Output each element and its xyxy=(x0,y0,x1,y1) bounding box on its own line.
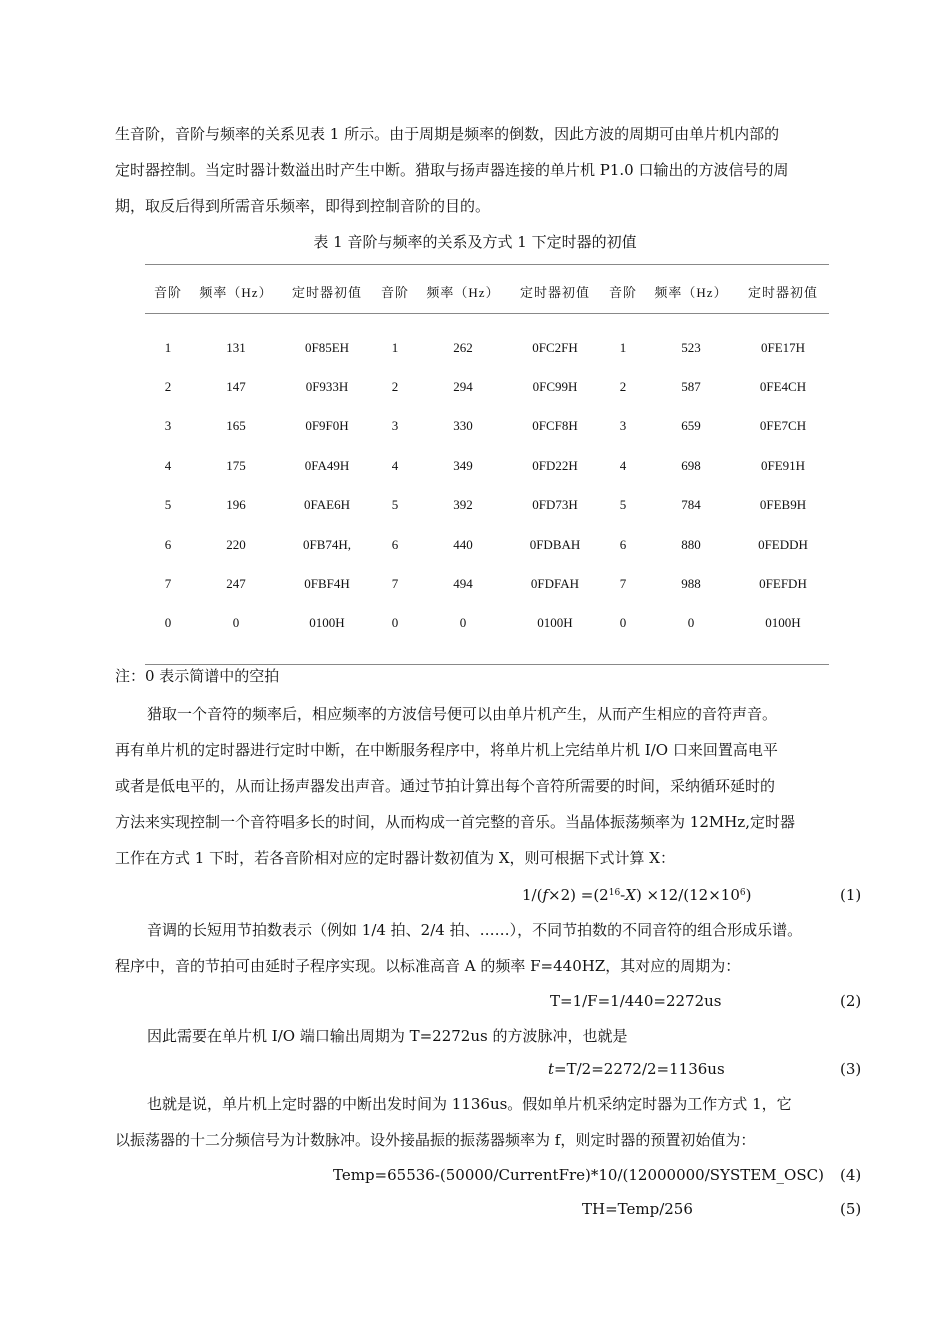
intro-paragraph xyxy=(115,116,860,224)
table-cell: 4 xyxy=(619,457,627,473)
paragraph-4: 因此需要在单片机 I/O 端口输出周期为 T=2272us 的方波脉冲，也就是 xyxy=(147,1027,628,1045)
table-row xyxy=(145,604,829,643)
equation-1-number: (1) xyxy=(840,886,862,904)
table-cell: 1 xyxy=(164,339,172,355)
table-cell: 659 xyxy=(681,418,701,434)
header-cell: 频率（Hz） xyxy=(199,284,273,300)
table-row xyxy=(145,525,829,564)
text-line: 工作在方式 1 下时，若各音阶相对应的定时器计数初值为 X，则可根据下式计算 X： xyxy=(115,849,675,867)
table-cell: 6 xyxy=(619,536,627,552)
table-cell: 7 xyxy=(391,576,399,592)
header-cell: 定时器初值 xyxy=(519,284,590,300)
table-cell: 0100H xyxy=(309,615,345,631)
table-cell: 196 xyxy=(226,497,246,513)
header-cell: 音阶 xyxy=(153,284,182,300)
text-line: 也就是说，单片机上定时器的中断出发时间为 1136us。假如单片机采纳定时器为工作方式 1，它 xyxy=(147,1095,792,1113)
table-cell: 3 xyxy=(164,418,172,434)
table-cell: 247 xyxy=(226,576,246,592)
text-line: 再有单片机的定时器进行定时中断，在中断服务程序中，将单片机上完结单片机 I/O 口来回置高电平 xyxy=(115,741,778,759)
table-cell: 330 xyxy=(453,418,473,434)
table-cell: 1 xyxy=(619,339,627,355)
table-row xyxy=(145,564,829,603)
table-cell: 587 xyxy=(681,379,701,395)
equation-2: T=1/F=1/440=2272us xyxy=(550,992,722,1010)
table-note: 注：0 表示简谱中的空拍 xyxy=(115,667,280,685)
table-cell: 0F933H xyxy=(305,379,349,395)
table-cell: 0FEFDH xyxy=(759,576,807,592)
table-cell: 0FBF4H xyxy=(304,576,350,592)
table-cell: 0FC2FH xyxy=(532,339,578,355)
scale-frequency-table xyxy=(145,270,829,643)
equation-4: Temp=65536-(50000/CurrentFre)*10/(12000000/SYSTEM_OSC) xyxy=(333,1166,824,1184)
equation-4-number: (4) xyxy=(840,1166,862,1184)
header-cell: 定时器初值 xyxy=(747,284,818,300)
table-cell: 175 xyxy=(226,457,246,473)
table-cell: 0FE7CH xyxy=(759,418,807,434)
table-cell: 2 xyxy=(391,379,399,395)
table-cell: 294 xyxy=(453,379,473,395)
text-line: 程序中，音的节拍可由延时子程序实现。以标准高音 A 的频率 F=440HZ，其对应的周期为： xyxy=(115,957,741,975)
table-cell: 880 xyxy=(681,536,701,552)
header-cell: 音阶 xyxy=(608,284,637,300)
text-line: 生音阶，音阶与频率的关系见表 1 所示。由于周期是频率的倒数，因此方波的周期可由单片机内部的 xyxy=(115,125,780,143)
table-cell: 220 xyxy=(226,536,246,552)
equation-3: t=T/2=2272/2=1136us xyxy=(548,1060,725,1078)
text-line: 定时器控制。当定时器计数溢出时产生中断。猎取与扬声器连接的单片机 P1.0 口输出的方波信号的周 xyxy=(115,161,789,179)
table-cell: 0FD22H xyxy=(532,457,578,473)
table-row xyxy=(145,407,829,446)
header-cell: 音阶 xyxy=(380,284,409,300)
text-line: 方法来实现控制一个音符唱多长的时间，从而构成一首完整的音乐。当晶体振荡频率为 12MHz,定时器 xyxy=(115,813,795,831)
table-cell: 784 xyxy=(681,497,701,513)
table-cell: 0F9F0H xyxy=(305,418,349,434)
table-cell: 5 xyxy=(164,497,172,513)
table-cell: 7 xyxy=(164,576,172,592)
table-cell: 6 xyxy=(164,536,172,552)
table-cell: 0FA49H xyxy=(304,457,350,473)
table-cell: 0100H xyxy=(765,615,801,631)
table-cell: 0FCF8H xyxy=(532,418,578,434)
table-cell: 147 xyxy=(226,379,246,395)
table-cell: 440 xyxy=(453,536,473,552)
table-cell: 0FAE6H xyxy=(304,497,350,513)
table-cell: 0FD73H xyxy=(532,497,578,513)
table-cell: 494 xyxy=(453,576,473,592)
table-cell: 349 xyxy=(453,457,473,473)
table-cell: 0100H xyxy=(537,615,573,631)
table-cell: 0FDFAH xyxy=(530,576,580,592)
text-line: 或者是低电平的，从而让扬声器发出声音。通过节拍计算出每个音符所需要的时间，采纳循环延时的 xyxy=(115,777,776,795)
equation-2-number: (2) xyxy=(840,992,862,1010)
equation-5-number: (5) xyxy=(840,1200,862,1218)
table-cell: 165 xyxy=(226,418,246,434)
text-line: 猎取一个音符的频率后，相应频率的方波信号便可以由单片机产生，从而产生相应的音符声音。 xyxy=(147,705,778,723)
table-cell: 0 xyxy=(164,615,172,631)
table-cell: 2 xyxy=(164,379,172,395)
table-row xyxy=(145,446,829,485)
table-row xyxy=(145,486,829,525)
header-cell: 频率（Hz） xyxy=(654,284,728,300)
table-cell: 6 xyxy=(391,536,399,552)
table-cell: 0FEDDH xyxy=(758,536,808,552)
table-cell: 3 xyxy=(391,418,399,434)
table-cell: 0FE17H xyxy=(760,339,806,355)
table-cell: 2 xyxy=(619,379,627,395)
table-cell: 131 xyxy=(226,339,246,355)
table-cell: 0FEB9H xyxy=(759,497,807,513)
table-cell: 0 xyxy=(391,615,399,631)
table-cell: 0FB74H, xyxy=(302,536,352,552)
table-row xyxy=(145,367,829,406)
header-cell: 定时器初值 xyxy=(291,284,362,300)
table-cell: 0FE91H xyxy=(760,457,806,473)
table-cell: 392 xyxy=(453,497,473,513)
table-cell: 0F85EH xyxy=(304,339,350,355)
text-line: 以振荡器的十二分频信号为计数脉冲。设外接晶振的振荡器频率为 f，则定时器的预置初始值为： xyxy=(115,1131,756,1149)
table-cell: 262 xyxy=(453,339,473,355)
table-cell: 988 xyxy=(681,576,701,592)
table-cell: 5 xyxy=(619,497,627,513)
table-cell: 698 xyxy=(681,457,701,473)
table-cell: 4 xyxy=(391,457,399,473)
table-cell: 3 xyxy=(619,418,627,434)
table-top-rule xyxy=(145,264,829,265)
text-line: 音调的长短用节拍数表示（例如 1/4 拍、2/4 拍、……），不同节拍数的不同音符的组合形成乐谱。 xyxy=(147,921,803,939)
header-cell: 频率（Hz） xyxy=(426,284,500,300)
table-cell: 0 xyxy=(619,615,627,631)
table-cell: 0FE4CH xyxy=(759,379,807,395)
table-cell: 5 xyxy=(391,497,399,513)
table-cell: 0 xyxy=(459,615,467,631)
table-cell: 7 xyxy=(619,576,627,592)
paragraph-3 xyxy=(115,912,860,984)
equation-1: $1/(f\times 2) =(2^{16}-X) \times 12/(12\times 10^6)$ xyxy=(522,886,752,904)
paragraph-2 xyxy=(115,696,860,876)
equation-3-number: (3) xyxy=(840,1060,862,1078)
text-line: 期，取反后得到所需音乐频率，即得到控制音阶的目的。 xyxy=(115,197,491,215)
paragraph-5 xyxy=(115,1086,860,1158)
table-caption: 表 1 音阶与频率的关系及方式 1 下定时器的初值 xyxy=(313,233,637,251)
table-cell: 1 xyxy=(391,339,399,355)
table-cell: 4 xyxy=(164,457,172,473)
table-cell: 0FC99H xyxy=(532,379,578,395)
table-cell: 523 xyxy=(681,339,701,355)
table-cell: 0FDBAH xyxy=(529,536,581,552)
table-cell: 0 xyxy=(232,615,240,631)
table-row xyxy=(145,328,829,367)
equation-5: TH=Temp/256 xyxy=(582,1200,693,1218)
table-cell: 0 xyxy=(687,615,695,631)
table-header-row xyxy=(145,270,829,312)
